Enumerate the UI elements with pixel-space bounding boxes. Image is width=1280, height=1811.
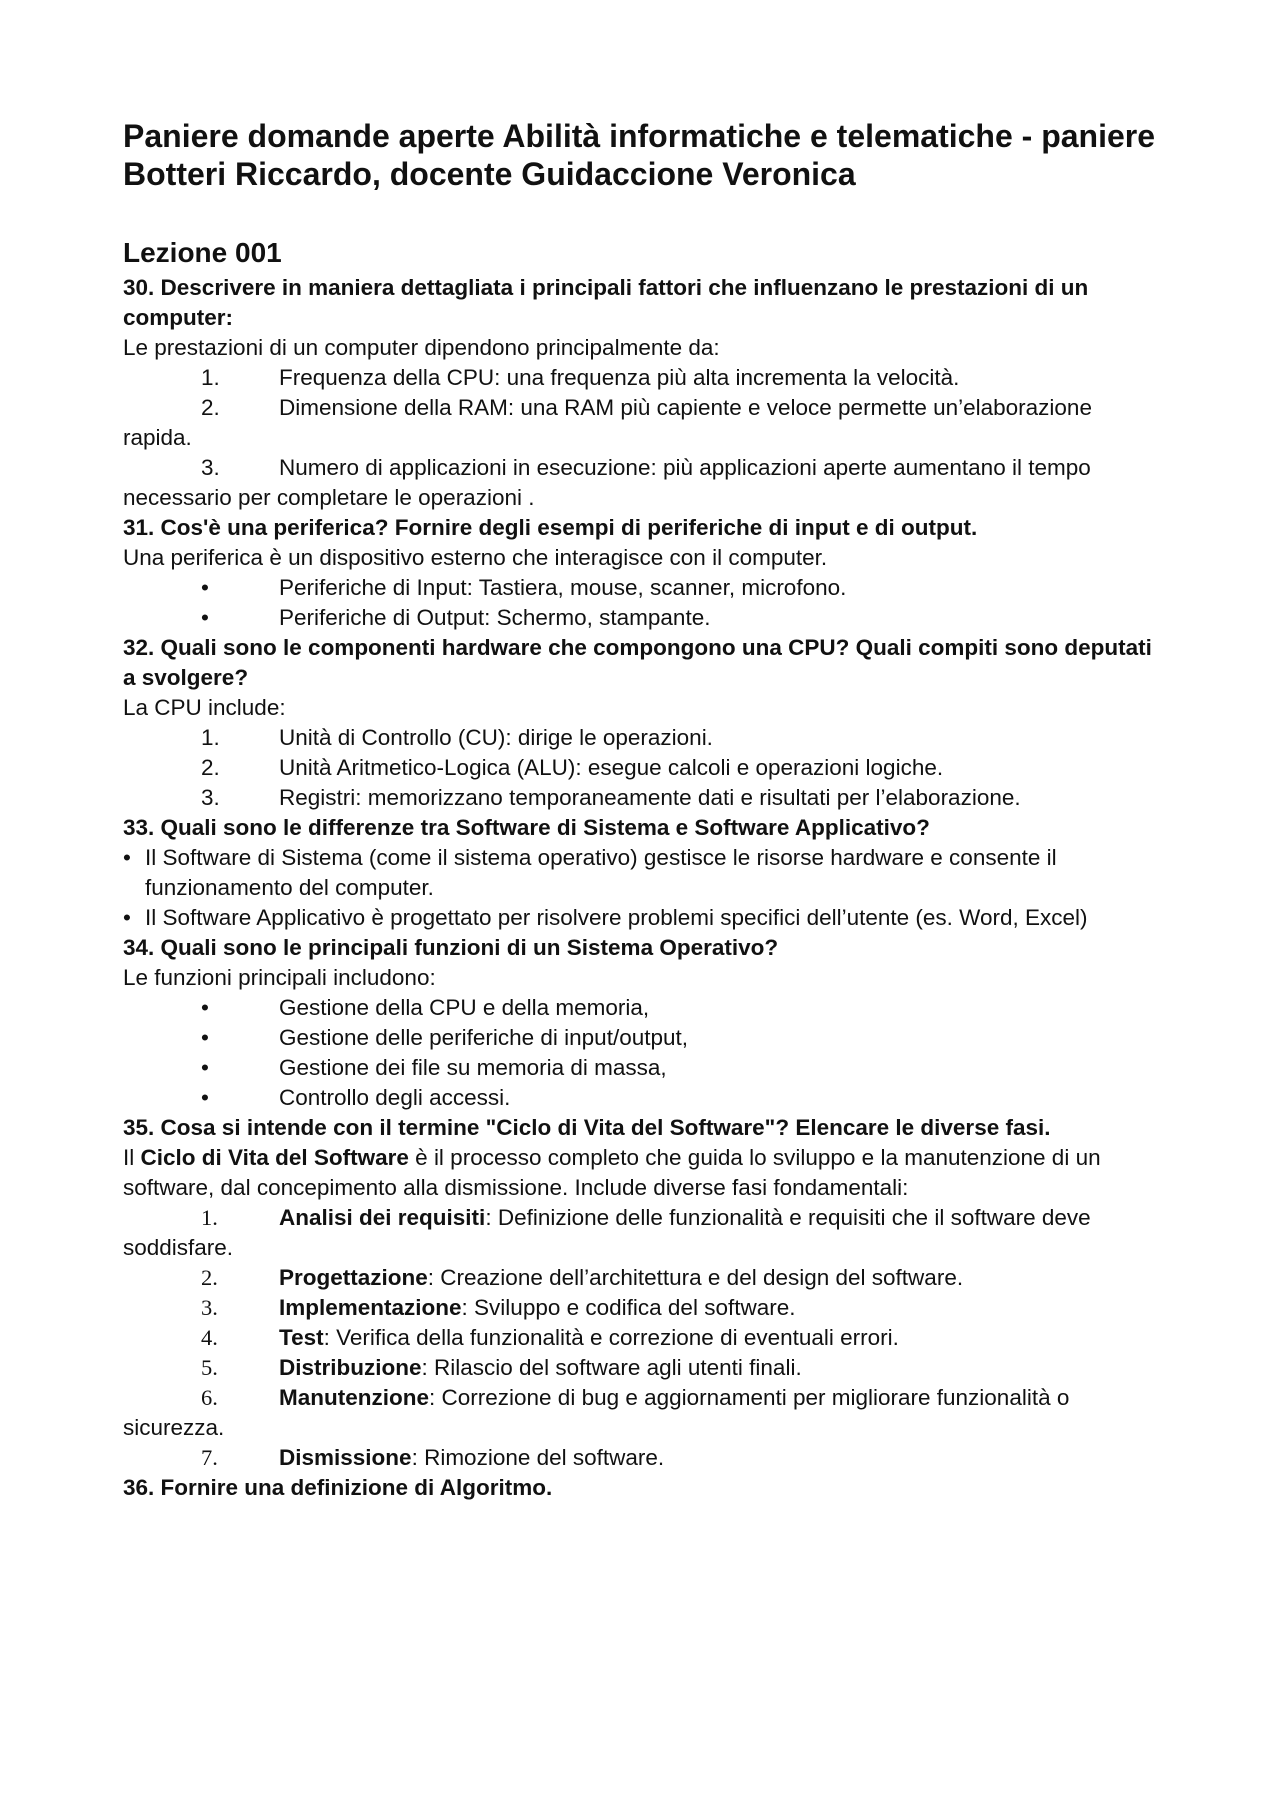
bullet-icon: • [201, 1025, 209, 1050]
answer-32-intro: La CPU include: [123, 695, 286, 720]
list-number: 1. [201, 365, 220, 390]
list-item [123, 1023, 1163, 1053]
list-term: Dismissione [279, 1445, 412, 1470]
list-text: : Correzione di bug e aggiornamenti per migliorare funzionalità o sicurezza. [123, 1385, 1070, 1440]
question-32: 32. Quali sono le componenti hardware che compongono una CPU? Quali compiti sono deputati a svolgere? [123, 635, 1152, 690]
list-item [123, 1083, 1163, 1113]
list-item [123, 1203, 1163, 1263]
bullet-icon: • [123, 845, 131, 870]
bullet-icon: • [201, 605, 209, 630]
list-item [123, 843, 1163, 903]
list-number: 2. [201, 1265, 218, 1290]
list-term: Implementazione [279, 1295, 462, 1320]
list-term: Test [279, 1325, 324, 1350]
list-item [123, 1353, 1163, 1383]
document-title: Paniere domande aperte Abilità informatiche e telematiche - paniere Botteri Riccardo, docente Guidaccione Veronica [123, 118, 1156, 192]
list-item [123, 1443, 1163, 1473]
list-text: Unità di Controllo (CU): dirige le operazioni. [279, 725, 713, 750]
list-number: 5. [201, 1355, 218, 1380]
intro-text: è il processo completo che guida lo sviluppo e la manutenzione di un software, dal concepimento alla dismissione. Include diverse fasi fondamentali: [123, 1145, 1101, 1200]
list-item [123, 723, 1163, 753]
question-36: 36. Fornire una definizione di Algoritmo. [123, 1475, 553, 1500]
answer-34-intro: Le funzioni principali includono: [123, 965, 436, 990]
list-text: Periferiche di Input: Tastiera, mouse, scanner, microfono. [279, 575, 847, 600]
question-33: 33. Quali sono le differenze tra Software di Sistema e Software Applicativo? [123, 815, 930, 840]
list-text: Numero di applicazioni in esecuzione: più applicazioni aperte aumentano il tempo necessario per completare le operazioni . [123, 455, 1091, 510]
list-term: Progettazione [279, 1265, 428, 1290]
list-item [123, 1323, 1163, 1353]
list-text: Gestione delle periferiche di input/output, [279, 1025, 689, 1050]
bullet-icon: • [201, 1085, 209, 1110]
list-item [123, 603, 1163, 633]
list-term: Analisi dei requisiti [279, 1205, 486, 1230]
list-item [123, 573, 1163, 603]
list-item [123, 393, 1163, 453]
question-31: 31. Cos'è una periferica? Fornire degli esempi di periferiche di input e di output. [123, 515, 978, 540]
lesson-heading: Lezione 001 [123, 237, 282, 268]
list-text: : Creazione dell’architettura e del design del software. [427, 1265, 964, 1290]
list-text: Controllo degli accessi. [279, 1085, 511, 1110]
list-number: 1. [201, 725, 220, 750]
list-text: Unità Aritmetico-Logica (ALU): esegue calcoli e operazioni logiche. [279, 755, 944, 780]
list-number: 6. [201, 1385, 218, 1410]
list-item [123, 903, 1163, 933]
list-text: Il Software di Sistema (come il sistema operativo) gestisce le risorse hardware e consente il funzionamento del computer. [145, 845, 1057, 900]
list-number: 3. [201, 455, 220, 480]
answer-35-intro [123, 1143, 1163, 1203]
list-item [123, 363, 1163, 393]
document-content [123, 117, 1163, 1503]
list-text: : Definizione delle funzionalità e requisiti che il software deve soddisfare. [123, 1205, 1091, 1260]
question-35: 35. Cosa si intende con il termine "Ciclo di Vita del Software"? Elencare le diverse fasi. [123, 1115, 1051, 1140]
list-number: 1. [201, 1205, 218, 1230]
list-text: Gestione della CPU e della memoria, [279, 995, 650, 1020]
list-text: Registri: memorizzano temporaneamente dati e risultati per l’elaborazione. [279, 785, 1021, 810]
list-item [123, 1053, 1163, 1083]
list-number: 2. [201, 755, 220, 780]
list-text: Periferiche di Output: Schermo, stampante. [279, 605, 711, 630]
list-text: Frequenza della CPU: una frequenza più alta incrementa la velocità. [279, 365, 960, 390]
list-item [123, 1293, 1163, 1323]
list-item [123, 453, 1163, 513]
list-text: Il Software Applicativo è progettato per risolvere problemi specifici dell’utente (es. Word, Excel) [145, 905, 1088, 930]
list-text: : Verifica della funzionalità e correzione di eventuali errori. [323, 1325, 899, 1350]
list-text: : Rilascio del software agli utenti finali. [421, 1355, 802, 1380]
list-item [123, 1263, 1163, 1293]
list-text: Dimensione della RAM: una RAM più capiente e veloce permette un’elaborazione rapida. [123, 395, 1092, 450]
list-number: 3. [201, 1295, 218, 1320]
question-30: 30. Descrivere in maniera dettagliata i principali fattori che influenzano le prestazioni di un computer: [123, 275, 1089, 330]
list-item [123, 753, 1163, 783]
list-number: 2. [201, 395, 220, 420]
list-text: : Sviluppo e codifica del software. [461, 1295, 796, 1320]
bullet-icon: • [123, 905, 131, 930]
intro-bold-term: Ciclo di Vita del Software [140, 1145, 409, 1170]
bullet-icon: • [201, 575, 209, 600]
answer-31-intro: Una periferica è un dispositivo esterno che interagisce con il computer. [123, 545, 828, 570]
list-term: Distribuzione [279, 1355, 422, 1380]
list-term: Manutenzione [279, 1385, 429, 1410]
list-item [123, 783, 1163, 813]
intro-text: Il [123, 1145, 141, 1170]
list-item [123, 993, 1163, 1023]
list-number: 7. [201, 1445, 218, 1470]
list-number: 3. [201, 785, 220, 810]
question-34: 34. Quali sono le principali funzioni di un Sistema Operativo? [123, 935, 779, 960]
bullet-icon: • [201, 1055, 209, 1080]
list-item [123, 1383, 1163, 1443]
bullet-icon: • [201, 995, 209, 1020]
list-text: Gestione dei file su memoria di massa, [279, 1055, 667, 1080]
list-number: 4. [201, 1325, 218, 1350]
answer-30-intro: Le prestazioni di un computer dipendono principalmente da: [123, 335, 720, 360]
list-text: : Rimozione del software. [411, 1445, 665, 1470]
